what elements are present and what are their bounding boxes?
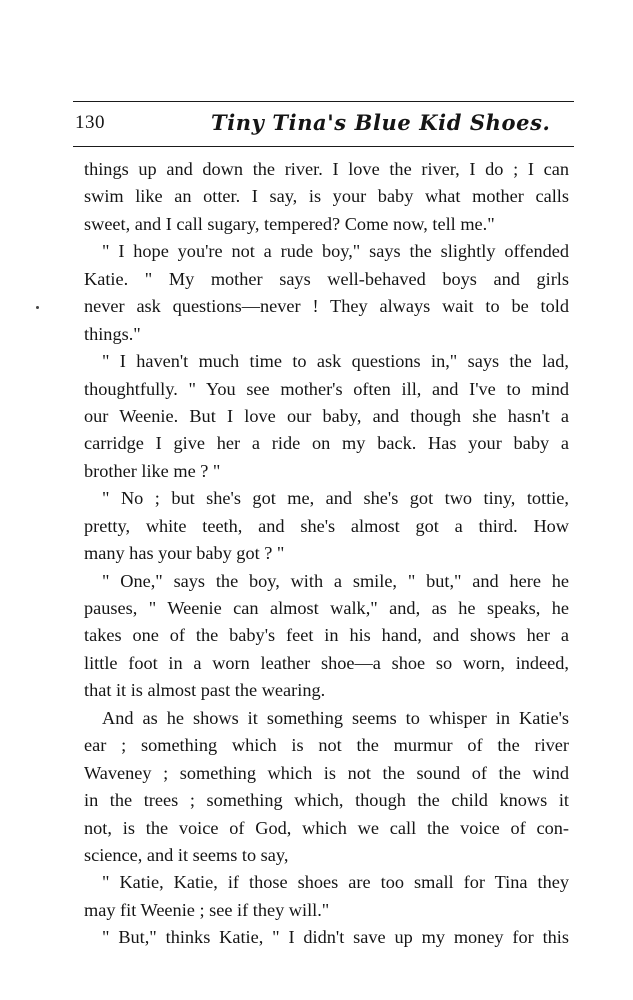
text-line: may fit Weenie ; see if they will.": [84, 899, 330, 920]
text-line: " I hope you're not a rude boy," says the slightly offended: [102, 241, 569, 262]
text-line: things.": [84, 323, 141, 344]
text-line: " One," says the boy, with a smile, " but," and here he: [102, 570, 569, 591]
running-header: [73, 108, 574, 140]
text-line: Waveney ; something which is not the sound of the wind: [84, 762, 569, 783]
text-line: pretty, white teeth, and she's almost got a third. How: [84, 515, 569, 536]
header-top-rule: [73, 101, 574, 102]
page-number: 130: [75, 112, 105, 133]
text-line: " No ; but she's got me, and she's got two tiny, tottie,: [102, 488, 569, 509]
text-line: " But," thinks Katie, " I didn't save up my money for this: [102, 927, 569, 948]
text-line: swim like an otter. I say, is your baby what mother calls: [84, 186, 569, 207]
text-line: little foot in a worn leather shoe—a shoe so worn, indeed,: [84, 652, 569, 673]
body-text: [84, 156, 569, 952]
text-line: not, is the voice of God, which we call the voice of con-: [84, 817, 569, 838]
text-line: pauses, " Weenie can almost walk," and, as he speaks, he: [84, 598, 569, 618]
text-line: Katie. " My mother says well-behaved boys and girls: [84, 268, 569, 289]
text-line: carridge I give her a ride on my back. Has your baby a: [84, 433, 569, 454]
text-line: thoughtfully. " You see mother's often ill, and I've to mind: [84, 378, 569, 399]
text-line: takes one of the baby's feet in his hand, and shows her a: [84, 625, 569, 646]
text-line: " I haven't much time to ask questions in," says the lad,: [102, 351, 569, 372]
text-line: ear ; something which is not the murmur of the river: [84, 735, 569, 756]
text-line: many has your baby got ? ": [84, 543, 285, 564]
text-line: sweet, and I call sugary, tempered? Come now, tell me.": [84, 213, 495, 234]
text-line: " Katie, Katie, if those shoes are too small for Tina they: [102, 872, 569, 893]
running-title: Tiny Tina's Blue Kid Shoes.: [211, 110, 551, 135]
text-line: our Weenie. But I love our baby, and though she hasn't a: [84, 405, 569, 426]
text-line: And as he shows it something seems to whisper in Katie's: [102, 707, 569, 728]
text-line: in the trees ; something which, though the child knows it: [84, 790, 569, 811]
text-line: things up and down the river. I love the river, I do ; I can: [84, 159, 569, 179]
header-bottom-rule: [73, 146, 574, 147]
text-line: brother like me ? ": [84, 460, 221, 481]
text-line: that it is almost past the wearing.: [84, 680, 326, 701]
text-line: science, and it seems to say,: [84, 844, 289, 865]
text-line: never ask questions—never ! They always wait to be told: [84, 296, 569, 317]
margin-speck: [36, 306, 39, 309]
